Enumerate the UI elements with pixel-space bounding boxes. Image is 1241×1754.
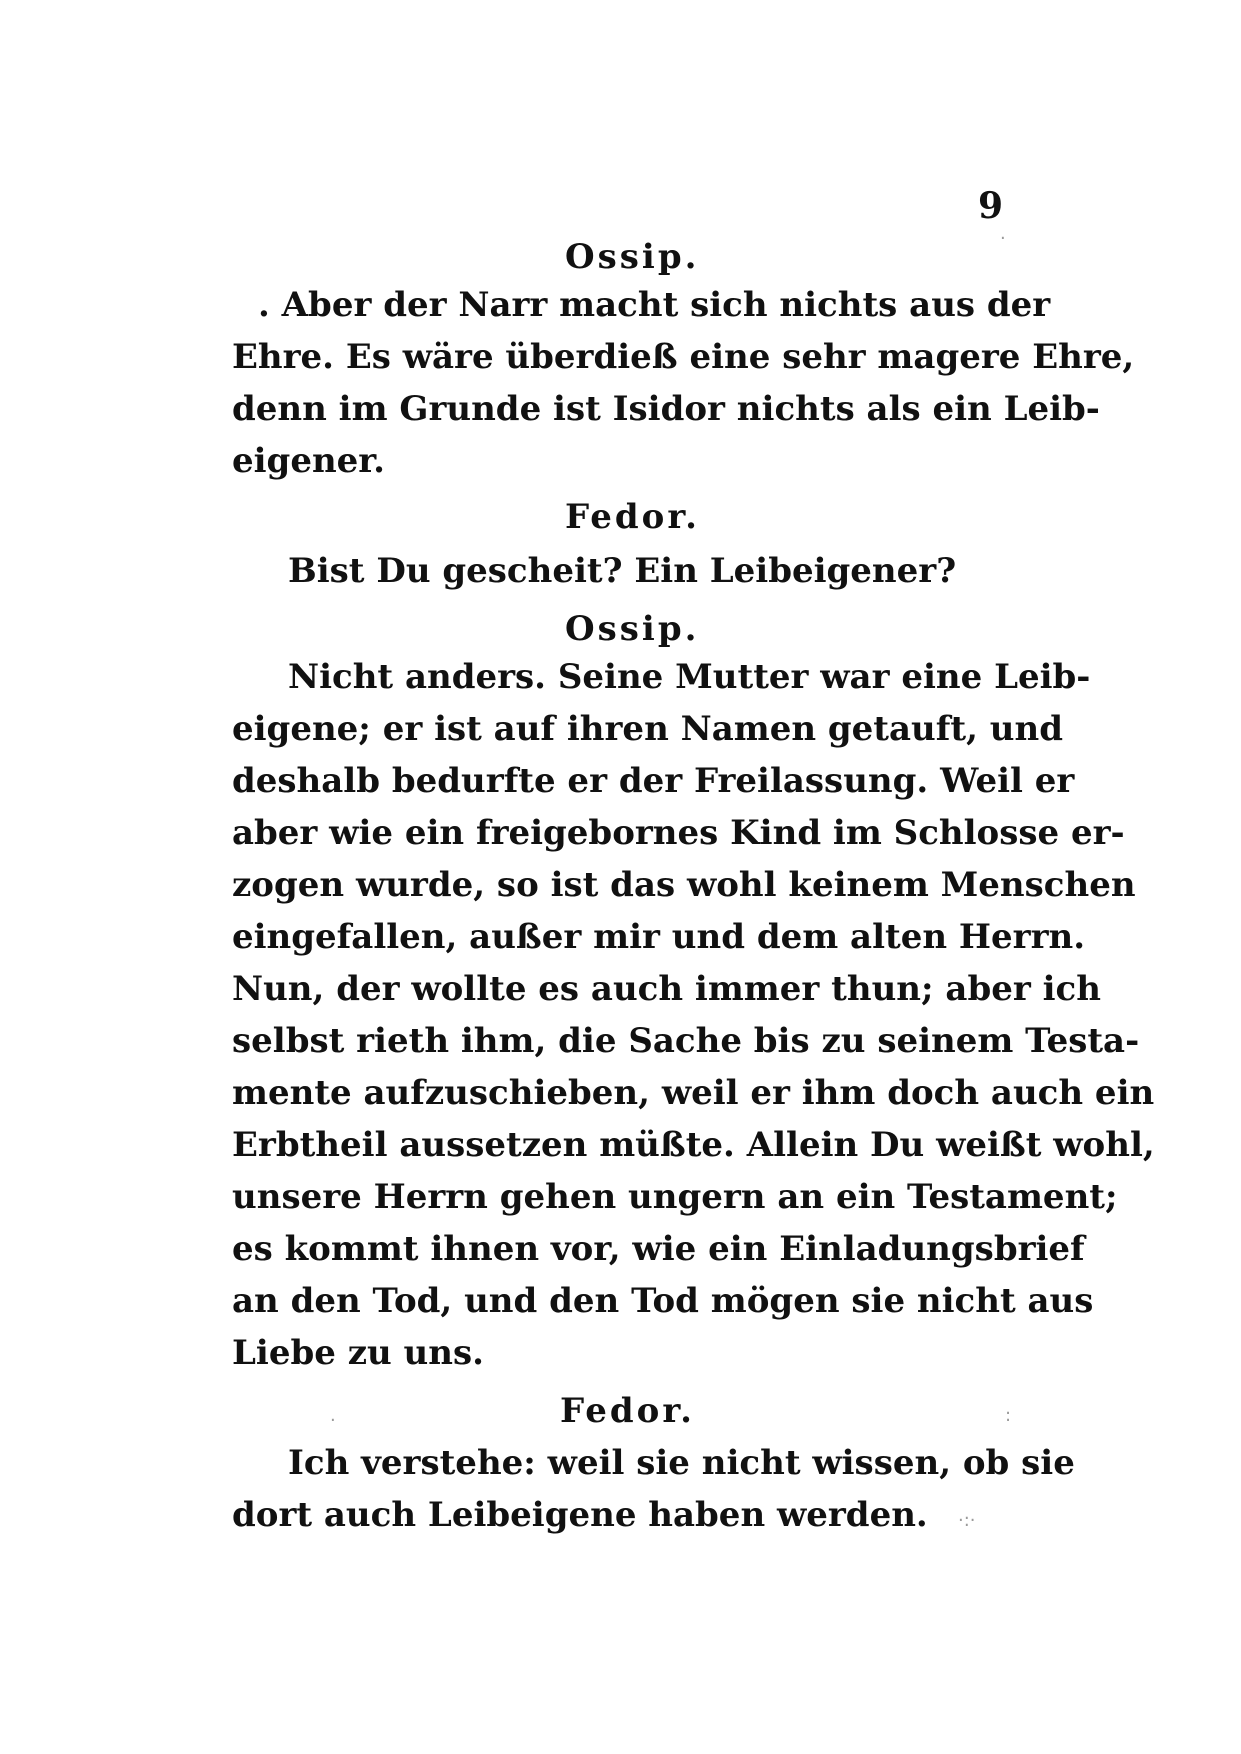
text-line: denn im Grunde ist Isidor nichts als ein Leib- bbox=[232, 389, 1100, 429]
text-line: eigene; er ist auf ihren Namen getauft, und bbox=[232, 709, 1063, 749]
scan-noise: . bbox=[330, 1405, 336, 1426]
text-line: mente aufzuschieben, weil er ihm doch auch ein bbox=[232, 1073, 1155, 1113]
text-line: zogen wurde, so ist das wohl keinem Menschen bbox=[232, 865, 1136, 905]
text-line: Nicht anders. Seine Mutter war eine Leib- bbox=[288, 657, 1091, 697]
text-line: aber wie ein freigebornes Kind im Schlosse er- bbox=[232, 813, 1125, 853]
text-line: dort auch Leibeigene haben werden. bbox=[232, 1495, 928, 1535]
speaker-heading: Ossip. bbox=[565, 609, 700, 649]
text-line: Bist Du gescheit? Ein Leibeigener? bbox=[288, 551, 957, 591]
text-line: Liebe zu uns. bbox=[232, 1333, 484, 1373]
speaker-heading: Ossip. bbox=[565, 237, 700, 277]
text-line: es kommt ihnen vor, wie ein Einladungsbrief bbox=[232, 1229, 1085, 1269]
text-line: selbst rieth ihm, die Sache bis zu seinem Testa- bbox=[232, 1021, 1140, 1061]
text-line: Nun, der wollte es auch immer thun; aber ich bbox=[232, 969, 1101, 1009]
scan-noise: : bbox=[1005, 1405, 1012, 1426]
scan-noise: ·:· bbox=[958, 1510, 976, 1531]
text-line: deshalb bedurfte er der Freilassung. Weil er bbox=[232, 761, 1075, 801]
text-line: Ich verstehe: weil sie nicht wissen, ob sie bbox=[288, 1443, 1075, 1483]
speaker-heading: Fedor. bbox=[560, 1391, 695, 1431]
text-line: eingefallen, außer mir und dem alten Herrn. bbox=[232, 917, 1086, 957]
text-line: eigener. bbox=[232, 441, 385, 481]
speaker-heading: Fedor. bbox=[565, 497, 700, 537]
text-line: . Aber der Narr macht sich nichts aus der bbox=[258, 285, 1051, 325]
text-line: Erbtheil aussetzen müßte. Allein Du weißt wohl, bbox=[232, 1125, 1155, 1165]
text-line: unsere Herrn gehen ungern an ein Testament; bbox=[232, 1177, 1118, 1217]
page-number: 9 bbox=[978, 185, 1004, 227]
text-line: an den Tod, und den Tod mögen sie nicht aus bbox=[232, 1281, 1094, 1321]
scan-noise: · bbox=[1000, 228, 1006, 249]
text-line: Ehre. Es wäre überdieß eine sehr magere Ehre, bbox=[232, 337, 1135, 377]
